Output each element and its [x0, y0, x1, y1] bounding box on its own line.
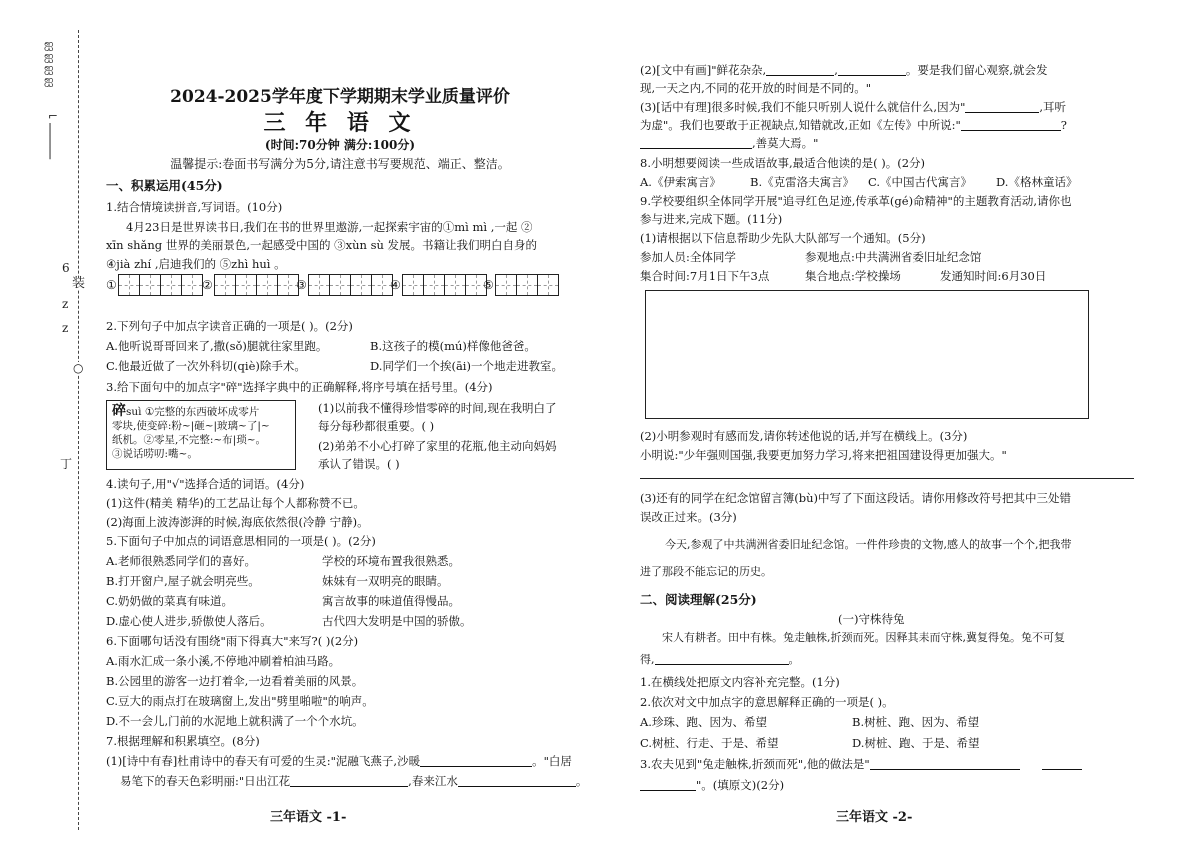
reading-question-3 — [640, 756, 1082, 772]
option-d: D.同学们一个挨(āi)一个地走进教室。 — [370, 359, 563, 373]
option-b: B.公园里的游客一边打着伞,一边看着美丽的风景。 — [106, 674, 364, 688]
page-footer: 三年语文 -2- — [836, 810, 913, 825]
question-7-text: 。 — [575, 774, 588, 788]
grid-cell[interactable] — [329, 274, 351, 296]
question-3-item: (1)以前我不懂得珍惜零碎的时间,现在我明白了 — [318, 401, 557, 415]
question-7-item — [106, 753, 572, 769]
answer-blank[interactable] — [458, 774, 576, 787]
option-b: B.这孩子的模(mú)样像他爸爸。 — [370, 339, 536, 353]
grid-cell[interactable] — [160, 274, 182, 296]
option-d: D.树桩、跑、于是、希望 — [852, 736, 980, 750]
grid-cell[interactable] — [444, 274, 466, 296]
question-7-text: (3)[话中有理]很多时候,我们不能只听别人说什么就信什么,因为" — [640, 100, 966, 114]
section-heading: 二、阅读理解(25分) — [640, 592, 757, 607]
dictionary-line: 纸机。②零星,不完整:~布|琐~。 — [112, 434, 267, 446]
notice-info: 参观地点:中共满洲省委旧址纪念馆 — [805, 250, 982, 264]
option-c: C.豆大的雨点打在玻璃窗上,发出"劈里啪啦"的响声。 — [106, 694, 374, 708]
writing-grid[interactable] — [296, 274, 393, 296]
correction-passage: 今天,参观了中共满洲省委旧址纪念馆。一件件珍贵的文物,感人的故事一个个,把我带 — [665, 538, 1072, 551]
writing-grid[interactable] — [483, 274, 559, 296]
writing-grid[interactable] — [202, 274, 299, 296]
option-c: C.他最近做了一次外科切(qiè)除手术。 — [106, 359, 306, 373]
option-b: B.树桩、跑、因为、希望 — [852, 715, 980, 729]
binding-small-mark: 丁 — [60, 457, 73, 471]
grid-number: ⑤ — [483, 278, 494, 292]
grid-cell[interactable] — [181, 274, 203, 296]
option-b: B.打开窗户,屋子就会明亮些。 — [106, 574, 260, 588]
question-5: 5.下面句子中加点的词语意思相同的一项是( )。(2分) — [106, 534, 376, 548]
option-c: C.树桩、行走、于是、希望 — [640, 736, 779, 750]
writing-grid[interactable] — [106, 274, 203, 296]
question-9-item: (1)请根据以下信息帮助少先队大队部写一个通知。(5分) — [640, 231, 926, 245]
question-3-item: 每分每秒都很重要。( ) — [318, 419, 435, 433]
question-9-quote: 小明说:"少年强则国强,我要更加努力学习,将来把祖国建设得更加强大。" — [640, 448, 1007, 462]
option-a: A.老师很熟悉同学们的喜好。 — [106, 554, 256, 568]
question-1-text: ④jià zhí ,启迪我们的 ⑤zhì huì 。 — [106, 257, 286, 271]
option-d: D.《格林童话》 — [996, 175, 1078, 189]
grid-cell[interactable] — [402, 274, 424, 296]
exam-tip: 温馨提示:卷面书写满分为5分,请注意书写要规范、端正、整洁。 — [170, 157, 510, 171]
correction-passage: 进了那段不能忘记的历史。 — [640, 565, 772, 578]
binding-box-mark: ⌐ | | | — [48, 109, 59, 159]
page-footer: 三年语文 -1- — [270, 810, 347, 825]
question-1-text: xīn shǎng 世界的美丽景色,一起感受中国的 ③xùn sù 发展。书籍让我们明白自身的 — [106, 238, 538, 252]
grid-cell[interactable] — [235, 274, 257, 296]
question-7-text: 易笔下的春天色彩明丽:"日出江花 — [120, 774, 291, 788]
reading-question-3 — [640, 777, 784, 793]
grid-number: ④ — [390, 278, 401, 292]
option-d: D.不一会儿,门前的水泥地上就积满了一个个水坑。 — [106, 714, 364, 728]
question-text: "。(填原文)(2分) — [696, 778, 785, 792]
answer-blank[interactable] — [420, 754, 532, 767]
question-1-text: 4月23日是世界读书日,我们在书的世界里遨游,一起探索宇宙的①mì mì ,一起 ② — [126, 220, 533, 234]
grid-number: ② — [202, 278, 213, 292]
binding-small-mark: z — [62, 321, 69, 335]
answer-line[interactable] — [640, 478, 1134, 479]
question-8: 8.小明想要阅读一些成语故事,最适合他读的是( )。(2分) — [640, 156, 926, 170]
grid-cell[interactable] — [423, 274, 445, 296]
question-9: 9.学校要组织全体同学开展"追寻红色足迹,传承革(gé)命精神"的主题教育活动,请你也 — [640, 194, 1072, 208]
notice-info: 参加人员:全体同学 — [640, 250, 736, 264]
grid-number: ① — [106, 278, 117, 292]
question-3-item: 承认了错误。( ) — [318, 457, 400, 471]
grid-cell[interactable] — [139, 274, 161, 296]
question-9-item: (2)小明参观时有感而发,请你转述他说的话,并写在横线上。(3分) — [640, 429, 968, 443]
question-3: 3.给下面句中的加点字"碎"选择字典中的正确解释,将序号填在括号里。(4分) — [106, 380, 493, 394]
question-7-text: ? — [1060, 118, 1067, 132]
grid-cell[interactable] — [118, 274, 140, 296]
grid-cell[interactable] — [308, 274, 330, 296]
notice-info: 集合地点:学校操场 — [805, 269, 901, 283]
reading-question-2: 2.依次对文中加点字的意思解释正确的一项是( )。 — [640, 695, 894, 709]
story-text-part: 。 — [788, 653, 800, 666]
question-7-text: ,春来江水 — [408, 774, 458, 788]
option-a: A.《伊索寓言》 — [640, 175, 721, 189]
question-9: 参与进来,完成下题。(11分) — [640, 212, 783, 226]
answer-blank[interactable] — [870, 757, 1020, 770]
binding-line — [78, 30, 79, 830]
dictionary-line: 零块,使变碎:粉~|砸~|玻璃~了|~ — [112, 420, 270, 432]
question-2: 2.下列句子中加点字读音正确的一项是( )。(2分) — [106, 319, 353, 333]
dictionary-char: 碎 — [112, 403, 126, 419]
exam-time-info: (时间:70分钟 满分:100分) — [264, 138, 416, 152]
question-7-text: 现,一天之内,不同的花开放的时间是不同的。" — [640, 81, 872, 95]
grid-cell[interactable] — [516, 274, 538, 296]
option-a-pair: 学校的环境布置我很熟悉。 — [322, 554, 460, 568]
question-1: 1.结合情境读拼音,写词语。(10分) — [106, 200, 283, 214]
binding-circle-icon: ○ — [73, 361, 84, 375]
option-c: C.《中国古代寓言》 — [868, 175, 973, 189]
question-text: 3.农夫见到"兔走触株,折颈而死",他的做法是" — [640, 757, 870, 771]
exam-page-right-lower — [600, 0, 1200, 849]
grid-cell[interactable] — [214, 274, 236, 296]
question-4-item: (2)海面上波涛澎湃的时候,海底依然很(冷静 宁静)。 — [106, 515, 369, 529]
grid-cell[interactable] — [537, 274, 559, 296]
question-7-text: , — [834, 63, 838, 77]
binding-ornament: ஐ ஐ ஐ ஐ — [44, 37, 54, 87]
option-d: D.虚心使人进步,骄傲使人落后。 — [106, 614, 272, 628]
answer-blank[interactable] — [1042, 757, 1082, 770]
option-a: A.雨水汇成一条小溪,不停地冲刷着柏油马路。 — [106, 654, 341, 668]
question-7-text: (1)[诗中有春]杜甫诗中的春天有可爱的生灵:"泥融飞燕子,沙暖 — [106, 754, 421, 768]
story-text-part: 得, — [640, 653, 655, 666]
option-d-pair: 古代四大发明是中国的骄傲。 — [322, 614, 472, 628]
question-7-text: 。"白居 — [532, 754, 572, 768]
dictionary-line: ③说话唠叨:嘴~。 — [112, 448, 198, 460]
question-3-item: (2)弟弟不小心打碎了家里的花瓶,他主动向妈妈 — [318, 439, 557, 453]
question-7-item — [120, 773, 587, 789]
question-9-item: (3)还有的同学在纪念馆留言簿(bù)中写了下面这段话。请你用修改符号把其中三处错 — [640, 491, 1072, 505]
grid-number: ③ — [296, 278, 307, 292]
writing-grid[interactable] — [390, 274, 487, 296]
dictionary-line: suì ①完整的东西破坏成零片 — [126, 406, 260, 418]
binding-label: 装 — [72, 276, 86, 291]
option-b-pair: 妹妹有一双明亮的眼睛。 — [322, 574, 449, 588]
answer-blank[interactable] — [640, 778, 696, 791]
exam-title: 2024-2025学年度下学期期末学业质量评价 — [170, 87, 510, 107]
answer-blank[interactable] — [290, 774, 408, 787]
question-4: 4.读句子,用"√"选择合适的词语。(4分) — [106, 477, 305, 491]
binding-small-mark: 6 — [62, 261, 70, 275]
answer-blank[interactable] — [655, 652, 789, 665]
notice-info: 集合时间:7月1日下午3点 — [640, 269, 770, 283]
reading-question-1: 1.在横线处把原文内容补充完整。(1分) — [640, 675, 840, 689]
exam-subject: 三 年 语 文 — [263, 110, 417, 136]
option-c: C.奶奶做的菜真有味道。 — [106, 594, 234, 608]
option-a: A.他听说哥哥回来了,撒(sǒ)腿就往家里跑。 — [106, 339, 328, 353]
option-a: A.珍珠、跑、因为、希望 — [640, 715, 767, 729]
grid-cell[interactable] — [495, 274, 517, 296]
question-7: 7.根据理解和积累填空。(8分) — [106, 734, 260, 748]
story-title: (一)守株待兔 — [838, 612, 905, 626]
story-text — [640, 652, 800, 668]
grid-cell[interactable] — [350, 274, 372, 296]
question-7-text: ,善莫大焉。" — [752, 136, 819, 150]
question-6: 6.下面哪句话没有围绕"雨下得真大"来写?( )(2分) — [106, 634, 359, 648]
notice-info: 发通知时间:6月30日 — [940, 269, 1047, 283]
option-c-pair: 寓言故事的味道值得慢品。 — [322, 594, 460, 608]
binding-small-mark: z — [62, 297, 69, 311]
grid-cell[interactable] — [256, 274, 278, 296]
story-text: 宋人有耕者。田中有株。兔走触株,折颈而死。因释其耒而守株,冀复得兔。兔不可复 — [662, 631, 1065, 644]
question-7-text: ,耳听 — [1039, 100, 1067, 114]
option-b: B.《克雷洛夫寓言》 — [750, 175, 855, 189]
question-9-item: 误改正过来。(3分) — [640, 510, 737, 524]
section-heading: 一、积累运用(45分) — [106, 178, 223, 193]
question-4-item: (1)这件(精美 精华)的工艺品让每个人都称赞不已。 — [106, 496, 365, 510]
question-7-text: (2)[文中有画]"鲜花杂杂, — [640, 63, 767, 77]
dictionary-entry-box — [106, 400, 296, 470]
question-7-text: 。要是我们留心观察,就会发 — [905, 63, 1048, 77]
question-7-text: 为虚"。我们也要敢于正视缺点,知错就改,正如《左传》中所说:" — [640, 118, 961, 132]
